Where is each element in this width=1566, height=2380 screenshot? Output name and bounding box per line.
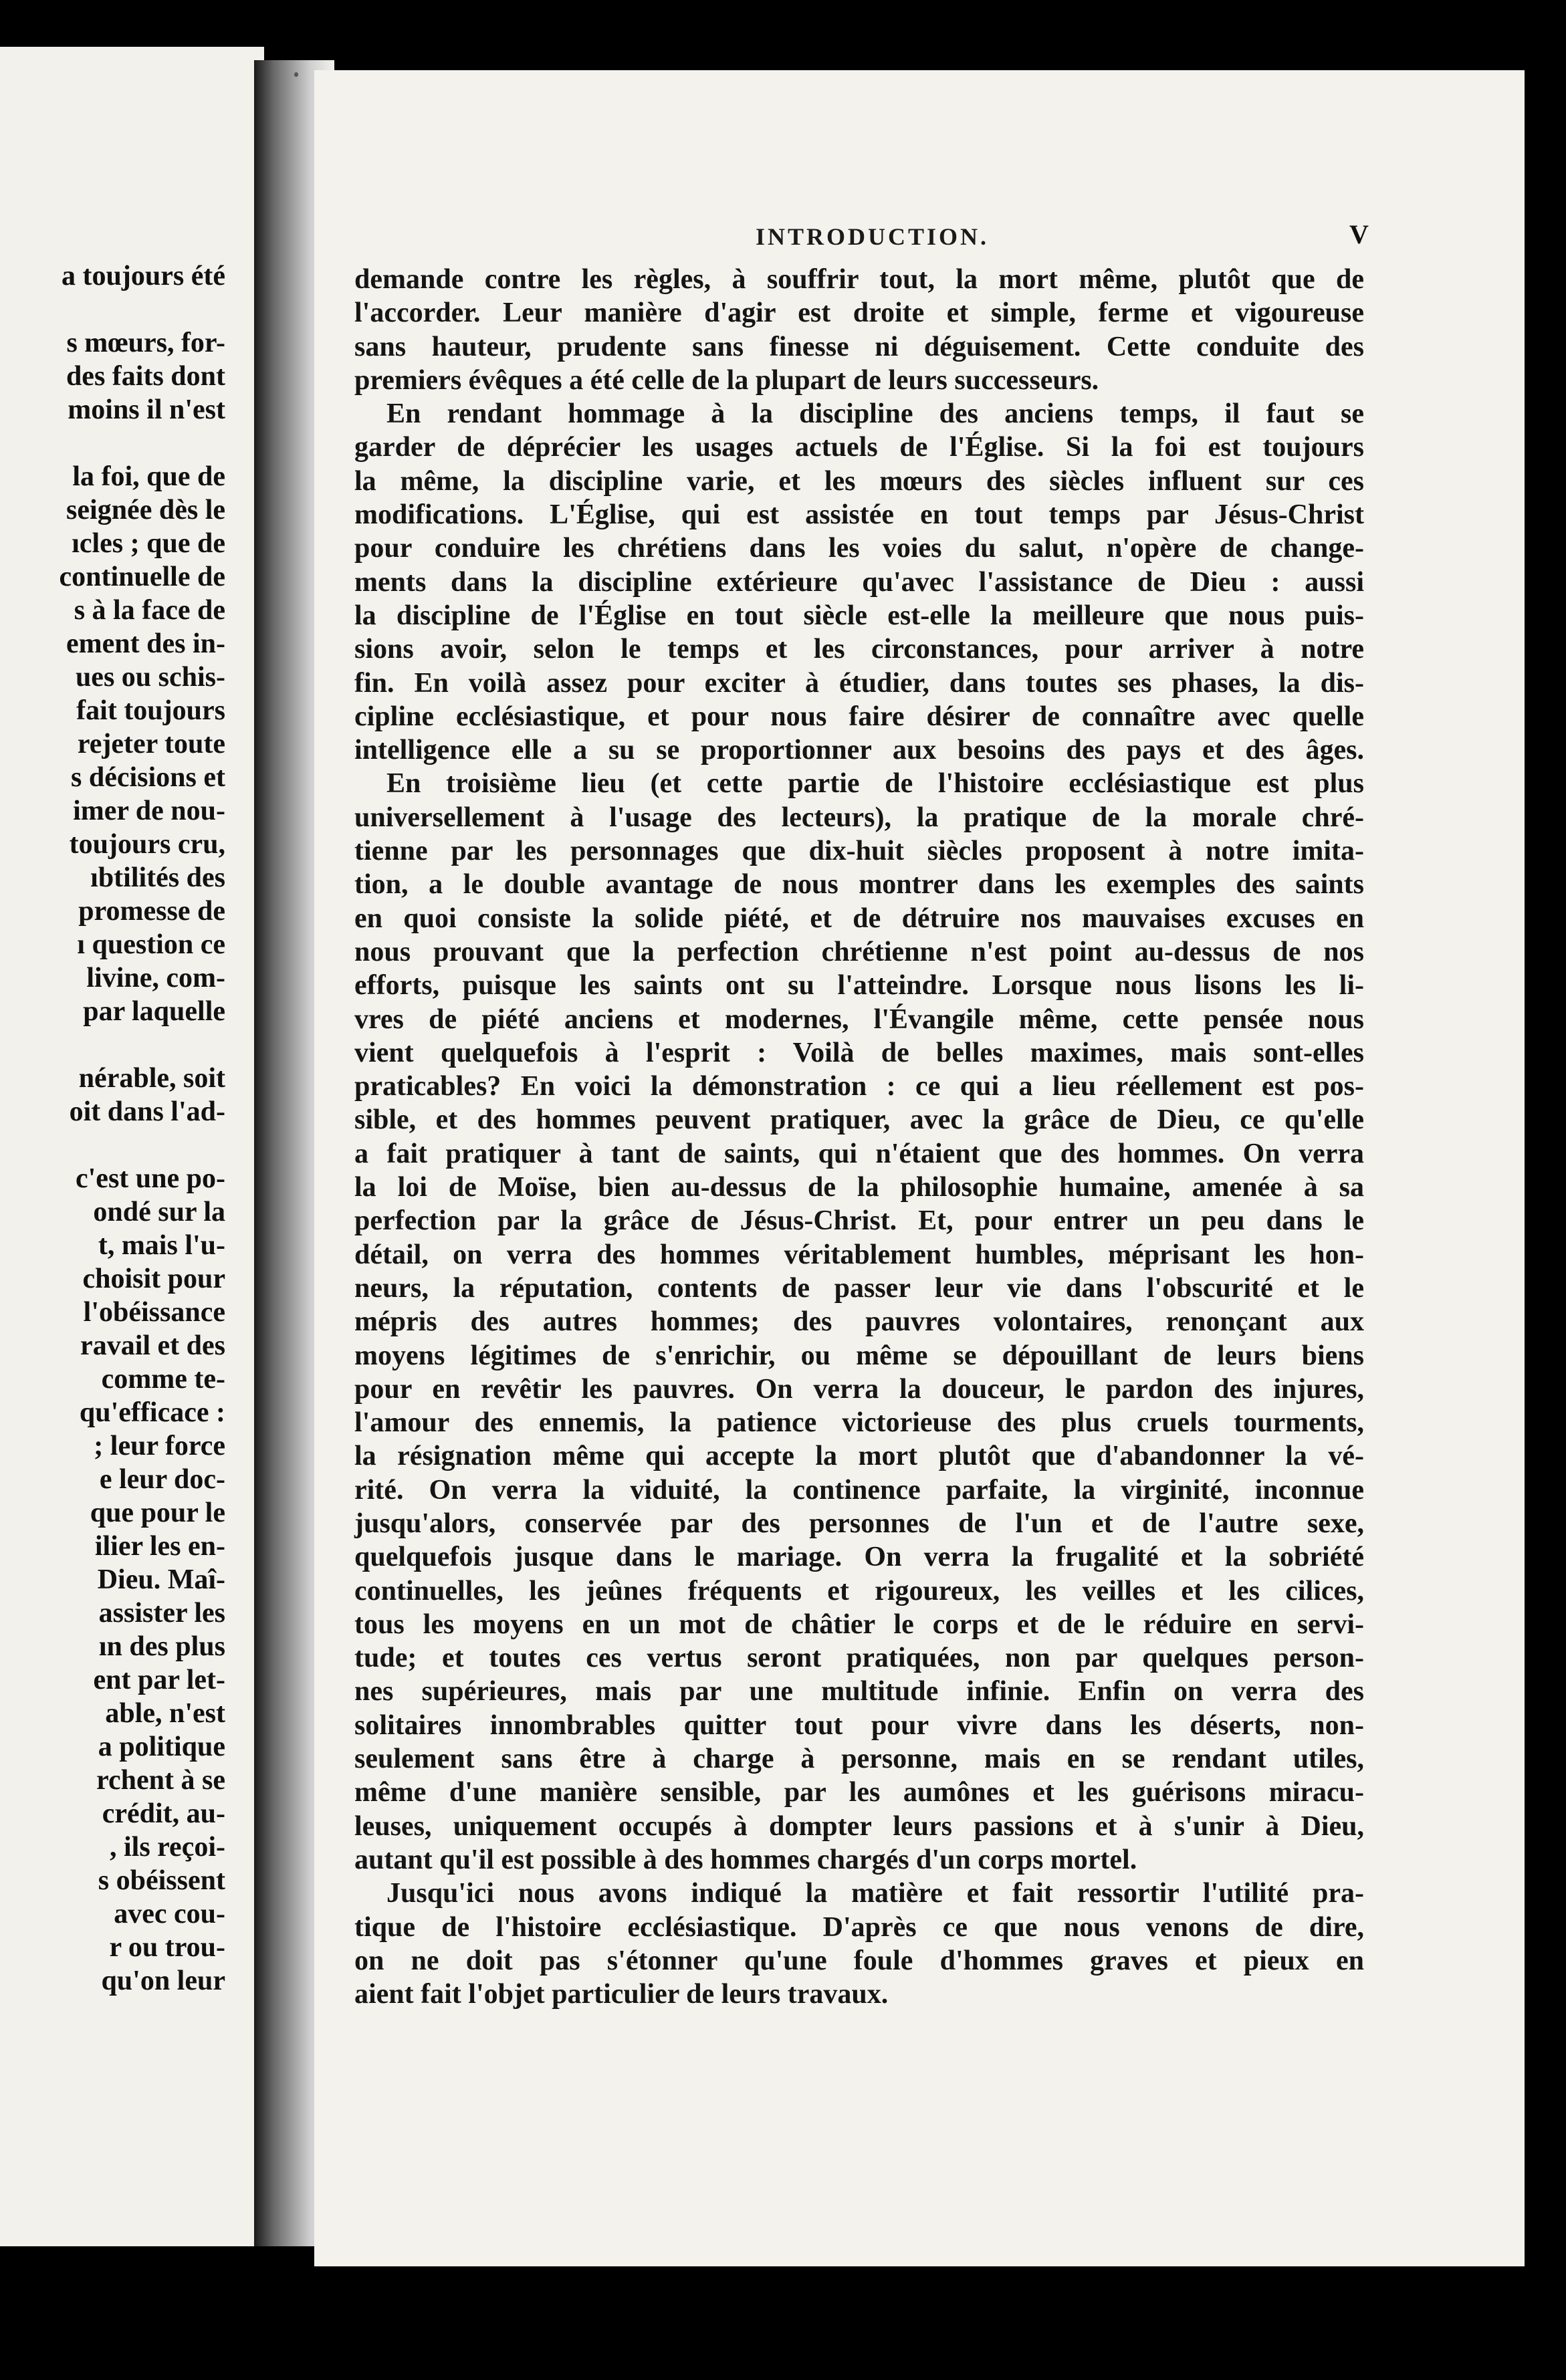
text-line: la discipline de l'Église en tout siècle est-elle la meilleure que nous puis- <box>354 600 1364 631</box>
text-line: jusqu'alors, conservée par des personnes de l'un et de l'autre sexe, <box>354 1508 1364 1539</box>
text-line: En troisième lieu (et cette partie de l'histoire ecclésiastique est plus <box>386 768 1364 800</box>
left-page-line: nérable, soit <box>78 1063 225 1094</box>
text-line: on ne doit pas s'étonner qu'une foule d'hommes graves et pieux en <box>354 1945 1364 1976</box>
text-line: sible, et des hommes peuvent pratiquer, avec la grâce de Dieu, ce qu'elle <box>354 1104 1364 1136</box>
left-page-text <box>0 259 225 1998</box>
left-page-line: choisit pour <box>82 1264 225 1294</box>
left-page-line: t, mais l'u- <box>98 1230 225 1261</box>
text-line: la résignation même qui accepte la mort plutôt que d'abandonner la vé- <box>354 1441 1364 1472</box>
left-page-line: qu'efficace : <box>79 1397 225 1428</box>
left-page-line: s mœurs, for- <box>66 328 225 358</box>
text-line: sions avoir, selon le temps et les circonstances, pour arriver à notre <box>354 634 1364 665</box>
text-line: autant qu'il est possible à des hommes chargés d'un corps mortel. <box>354 1844 1137 1875</box>
text-line: même d'une manière sensible, par les aumônes et les guérisons miracu- <box>354 1777 1364 1808</box>
text-line: sans hauteur, prudente sans finesse ni déguisement. Cette conduite des <box>354 331 1364 362</box>
text-line: quelquefois jusque dans le mariage. On verra la frugalité et la sobriété <box>354 1542 1364 1573</box>
text-line: Jusqu'ici nous avons indiqué la matière et fait ressortir l'utilité pra- <box>386 1878 1364 1909</box>
text-line: tude; et toutes ces vertus seront pratiquées, non par quelques person- <box>354 1643 1364 1674</box>
left-page-line: ravail et des <box>80 1330 225 1361</box>
left-page-line: ilier les en- <box>94 1531 225 1562</box>
text-line: solitaires innombrables quitter tout pour vivre dans les déserts, non- <box>354 1709 1364 1741</box>
left-page-line: e leur doc- <box>99 1464 225 1495</box>
left-page-line: ıcles ; que de <box>72 528 225 559</box>
text-line: intelligence elle a su se proportionner aux besoins des pays et des âges. <box>354 735 1364 766</box>
left-page-line: ı question ce <box>77 929 225 960</box>
text-line: tion, a le double avantage de nous montrer dans les exemples des saints <box>354 869 1364 901</box>
left-page-line: seignée dès le <box>66 495 225 525</box>
running-head: INTRODUCTION. <box>756 223 990 250</box>
left-page-line: , ils reçoi- <box>109 1832 225 1863</box>
text-line: a fait pratiquer à tant de saints, qui n'étaient que des hommes. On verra <box>354 1138 1364 1169</box>
text-line: modifications. L'Église, qui est assistée en tout temps par Jésus-Christ <box>354 499 1364 531</box>
left-page-line: s décisions et <box>71 762 225 793</box>
text-line: cipline ecclésiastique, et pour nous faire désirer de connaître avec quelle <box>354 701 1364 732</box>
left-page-line: rejeter toute <box>77 729 225 759</box>
left-page-line: rchent à se <box>96 1765 225 1796</box>
left-page-line: ın des plus <box>98 1631 225 1662</box>
left-page-line: oit dans l'ad- <box>69 1096 225 1127</box>
left-page-line <box>0 293 225 326</box>
text-line: leuses, uniquement occupés à dompter leurs passions et à s'unir à Dieu, <box>354 1810 1364 1842</box>
left-page-line: des faits dont <box>66 361 225 392</box>
left-page-line: qu'on leur <box>101 1966 225 1996</box>
left-page-line: a toujours été <box>62 261 225 291</box>
left-page-line: a politique <box>98 1732 225 1762</box>
left-page-line: moins il n'est <box>68 394 225 425</box>
left-page-line: continuelle de <box>59 562 225 592</box>
text-line: l'accorder. Leur manière d'agir est droite et simple, ferme et vigoureuse <box>354 298 1364 329</box>
text-line: continuelles, les jeûnes fréquents et rigoureux, les veilles et les cilices, <box>354 1575 1364 1606</box>
left-page-line: la foi, que de <box>72 461 225 492</box>
left-page-line: imer de nou- <box>73 796 225 826</box>
right-page <box>314 70 1525 2266</box>
left-page-line: ; leur force <box>94 1431 225 1461</box>
text-line: garder de déprécier les usages actuels de l'Église. Si la foi est toujours <box>354 432 1364 463</box>
text-line: la loi de Moïse, bien au-dessus de la philosophie humaine, amenée à sa <box>354 1172 1364 1203</box>
left-page-line: s à la face de <box>74 595 225 626</box>
page-number: V <box>1349 219 1369 249</box>
text-line: nes supérieures, mais par une multitude infinie. Enfin on verra des <box>354 1676 1364 1707</box>
left-page-line <box>0 1128 225 1162</box>
scan-speck <box>294 72 298 77</box>
left-page-line: ues ou schis- <box>75 662 225 693</box>
text-line: mépris des autres hommes; des pauvres volontaires, renonçant aux <box>354 1306 1364 1338</box>
left-page-line: que pour le <box>90 1498 225 1528</box>
text-line: En rendant hommage à la discipline des anciens temps, il faut se <box>386 398 1364 430</box>
left-page-line: ement des in- <box>66 628 225 659</box>
text-line: demande contre les règles, à souffrir tout, la mort même, plutôt que de <box>354 264 1364 295</box>
left-facing-page <box>0 47 264 2246</box>
text-line: seulement sans être à charge à personne, mais en se rendant utiles, <box>354 1744 1364 1775</box>
text-line: fin. En voilà assez pour exciter à étudier, dans toutes ses phases, la dis- <box>354 667 1364 699</box>
text-line: premiers évêques a été celle de la plupart de leurs successeurs. <box>354 364 1099 396</box>
left-page-line: crédit, au- <box>102 1798 225 1829</box>
text-line: vres de piété anciens et modernes, l'Évangile même, cette pensée nous <box>354 1003 1364 1035</box>
left-page-line: comme te- <box>101 1364 225 1395</box>
text-line: efforts, puisque les saints ont su l'atteindre. Lorsque nous lisons les li- <box>354 970 1364 1001</box>
text-line: pour en revêtir les pauvres. On verra la douceur, le pardon des injures, <box>354 1373 1364 1405</box>
text-line: perfection par la grâce de Jésus-Christ. Et, pour entrer un peu dans le <box>354 1205 1364 1237</box>
text-line: en quoi consiste la solide piété, et de détruire nos mauvaises excuses en <box>354 903 1364 934</box>
text-line: rité. On verra la viduité, la continence parfaite, la virginité, inconnue <box>354 1474 1364 1506</box>
text-line: l'amour des ennemis, la patience victorieuse des plus cruels tourments, <box>354 1407 1364 1439</box>
left-page-line: l'obéissance <box>83 1297 225 1328</box>
left-page-line: able, n'est <box>105 1698 225 1729</box>
left-page-line <box>0 427 225 460</box>
text-line: détail, on verra des hommes véritablement humbles, méprisant les hon- <box>354 1239 1364 1270</box>
text-line: tique de l'histoire ecclésiastique. D'après ce que nous venons de dire, <box>354 1911 1364 1943</box>
text-line: moyens légitimes de s'enrichir, ou même se dépouillant de leurs biens <box>354 1340 1364 1371</box>
left-page-line: ıbtilités des <box>90 862 225 893</box>
text-line: la même, la discipline varie, et les mœurs des siècles influent sur ces <box>354 465 1364 497</box>
text-line: ments dans la discipline extérieure qu'avec l'assistance de Dieu : aussi <box>354 566 1364 598</box>
left-page-line: livine, com- <box>86 963 225 993</box>
text-line: nous prouvant que la perfection chrétienne n'est point au-dessus de nos <box>354 936 1364 967</box>
left-page-line: par laquelle <box>83 996 225 1027</box>
text-line: vient quelquefois à l'esprit : Voilà de belles maximes, mais sont-elles <box>354 1037 1364 1068</box>
text-line: praticables? En voici la démonstration : ce qui a lieu réellement est pos- <box>354 1071 1364 1102</box>
left-page-line: toujours cru, <box>69 829 225 860</box>
text-line: universellement à l'usage des lecteurs), la pratique de la morale chré- <box>354 802 1364 833</box>
text-line: aient fait l'objet particulier de leurs travaux. <box>354 1979 889 2010</box>
text-line: pour conduire les chrétiens dans les voies du salut, n'opère de change- <box>354 533 1364 564</box>
text-line: neurs, la réputation, contents de passer leur vie dans l'obscurité et le <box>354 1272 1364 1304</box>
left-page-line <box>0 1028 225 1062</box>
body-text <box>354 263 1364 2011</box>
left-page-line: promesse de <box>78 896 225 927</box>
left-page-line: ondé sur la <box>93 1197 225 1227</box>
left-page-line: assister les <box>98 1598 225 1629</box>
left-page-line: c'est une po- <box>76 1163 225 1194</box>
left-page-line: fait toujours <box>76 695 225 726</box>
text-line: tienne par les personnages que dix-huit siècles proposent à notre imita- <box>354 836 1364 867</box>
left-page-line: r ou trou- <box>109 1932 225 1963</box>
text-line: tous les moyens en un mot de châtier le corps et de le réduire en servi- <box>354 1609 1364 1640</box>
left-page-line: avec cou- <box>114 1899 225 1929</box>
left-page-line: s obéissent <box>98 1865 225 1896</box>
left-page-line: ent par let- <box>93 1665 225 1695</box>
left-page-line: Dieu. Maî- <box>97 1564 225 1595</box>
